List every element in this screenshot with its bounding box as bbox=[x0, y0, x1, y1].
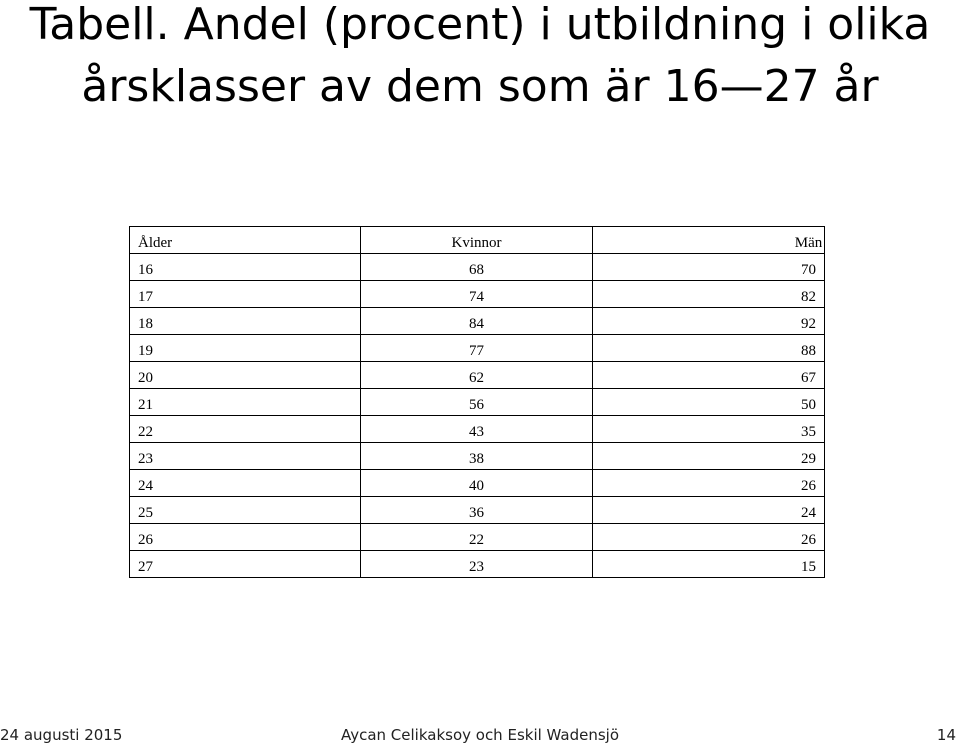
table-row bbox=[130, 335, 825, 362]
cell-age: 16 bbox=[130, 254, 361, 281]
table-row bbox=[130, 551, 825, 578]
cell-men: 35 bbox=[593, 416, 825, 443]
cell-women: 77 bbox=[361, 335, 593, 362]
table-row bbox=[130, 470, 825, 497]
page-number: 14 bbox=[936, 726, 956, 744]
header-row bbox=[130, 227, 825, 254]
table-row bbox=[130, 254, 825, 281]
cell-men: 82 bbox=[593, 281, 825, 308]
cell-women: 23 bbox=[361, 551, 593, 578]
cell-men: 70 bbox=[593, 254, 825, 281]
title-line-2: årsklasser av dem som är 16—27 år bbox=[81, 61, 879, 112]
cell-women: 56 bbox=[361, 389, 593, 416]
header-age: Ålder bbox=[130, 227, 361, 254]
table-row bbox=[130, 524, 825, 551]
cell-age: 17 bbox=[130, 281, 361, 308]
cell-age: 20 bbox=[130, 362, 361, 389]
cell-age: 26 bbox=[130, 524, 361, 551]
table-row bbox=[130, 497, 825, 524]
table-row bbox=[130, 443, 825, 470]
footer-date: 24 augusti 2015 bbox=[0, 726, 123, 744]
table-row bbox=[130, 362, 825, 389]
cell-age: 23 bbox=[130, 443, 361, 470]
header-men: Män bbox=[593, 227, 825, 254]
cell-men: 15 bbox=[593, 551, 825, 578]
cell-age: 19 bbox=[130, 335, 361, 362]
cell-women: 62 bbox=[361, 362, 593, 389]
header-women: Kvinnor bbox=[361, 227, 593, 254]
cell-women: 40 bbox=[361, 470, 593, 497]
cell-men: 26 bbox=[593, 524, 825, 551]
table-row bbox=[130, 389, 825, 416]
cell-women: 84 bbox=[361, 308, 593, 335]
cell-age: 21 bbox=[130, 389, 361, 416]
cell-age: 27 bbox=[130, 551, 361, 578]
table-row bbox=[130, 416, 825, 443]
cell-age: 22 bbox=[130, 416, 361, 443]
slide-title bbox=[0, 0, 960, 118]
cell-men: 29 bbox=[593, 443, 825, 470]
table-row bbox=[130, 308, 825, 335]
table-body bbox=[130, 254, 825, 578]
footer-authors: Aycan Celikaksoy och Eskil Wadensjö bbox=[340, 726, 620, 744]
cell-men: 24 bbox=[593, 497, 825, 524]
cell-men: 92 bbox=[593, 308, 825, 335]
cell-age: 18 bbox=[130, 308, 361, 335]
cell-men: 26 bbox=[593, 470, 825, 497]
cell-women: 38 bbox=[361, 443, 593, 470]
cell-men: 50 bbox=[593, 389, 825, 416]
cell-men: 67 bbox=[593, 362, 825, 389]
cell-women: 43 bbox=[361, 416, 593, 443]
cell-women: 36 bbox=[361, 497, 593, 524]
title-line-1: Tabell. Andel (procent) i utbildning i olika bbox=[29, 0, 931, 50]
footer bbox=[0, 724, 960, 746]
cell-men: 88 bbox=[593, 335, 825, 362]
cell-women: 68 bbox=[361, 254, 593, 281]
cell-women: 22 bbox=[361, 524, 593, 551]
cell-age: 24 bbox=[130, 470, 361, 497]
table-row bbox=[130, 281, 825, 308]
cell-age: 25 bbox=[130, 497, 361, 524]
cell-women: 74 bbox=[361, 281, 593, 308]
education-table bbox=[129, 226, 825, 578]
